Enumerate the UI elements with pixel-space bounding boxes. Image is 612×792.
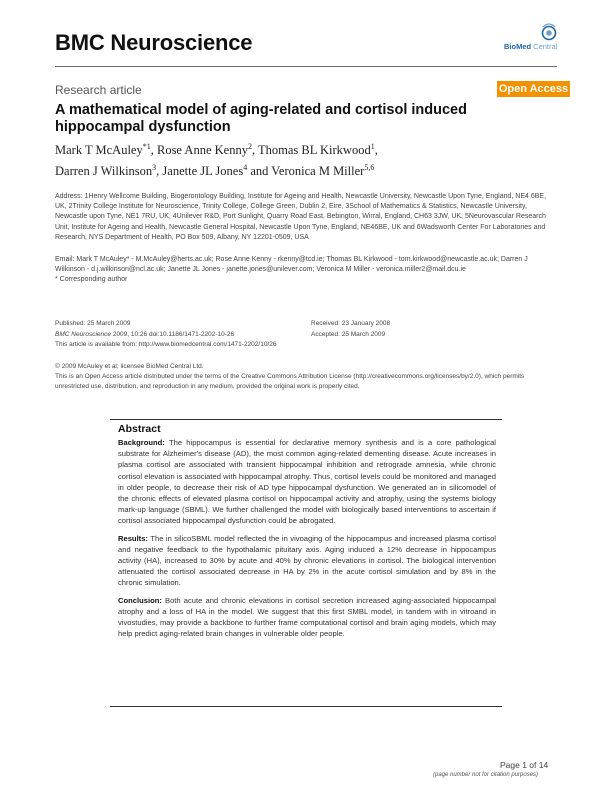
published-date: Published: 25 March 2009 [55,320,131,327]
citation-journal: BMC Neuroscience [55,330,111,338]
author-affiliation: 2 [247,142,252,151]
article-title: A mathematical model of aging-related and cortisol induced hippocampal dysfunction [55,102,467,135]
page-number: Page 1 of 14 [500,760,549,770]
copyright-line: © 2009 McAuley et al; licensee BioMed Central Ltd. [55,363,204,370]
logo-wordmark [504,42,557,51]
conclusion-label: Conclusion: [118,595,162,605]
abstract-body [118,437,496,645]
results-text: The in silicoSBML model reflected the in vivoaging of the hippocampus and increased plasma cortisol and negative feedback to the hypothalamic pituitary axis. Aging induced a 12% decrease in hippocampus activity (HA), increased to 30% by acute and 40% by chronic elevations in cortisol. The biological intervention attenuated the cortisol associated decrease in HA by 2% in the acute cortisol simulation and by 8% in the chronic simulation. [118,533,496,588]
citation-details: 2009, 10:26 doi:10.1186/1471-2202-10-26 [111,330,235,338]
article-type: Research article [55,83,142,97]
background-label: Background: [118,438,165,447]
author-name: Thomas BL Kirkwood [257,143,371,158]
citation [55,330,555,341]
abstract-heading: Abstract [118,423,161,435]
abstract-results [118,533,496,589]
background-text: The hippocampus is essential for declarative memory synthesis and is a core pathological substrate for Alzheimer's disease (AD), the most common aging-related dementing disease. Acute increases in plasma cortisol are associated with transient hippocampal inhibition and retrograde amnesia, while chronic cortisol elevation is associated with hippocampal atrophy. Thus, cortisol levels could be monitored and managed in older people, to decrease their risk of AD type hippocampal dysfunction. We generated an in silicomodel of the chronic effects of elevated plasma cortisol on hippocampal activity and atrophy, using the systems biology mark-up language (SBML). We further challenged the model with biologically based interventions to ascertain if cortisol associated hippocampal dysfunction could be abrogated. [118,438,496,526]
author-affiliation: 3 [152,163,157,173]
author-list: Mark T McAuley$^{*1}$, Rose Anne Kenny$^2$, Thomas BL Kirkwood$^1$, Darren J Wilkinson$^3$, Janette JL Jones$^4$ and Veronica M Miller$^{5,6}$ [55,142,378,179]
dates-right [311,319,390,340]
logo-swirl-icon [504,22,574,44]
author-name: Veronica M Miller [271,164,365,179]
author-name: Darren J Wilkinson [55,164,153,179]
open-access-badge: Open Access [498,83,569,95]
abstract-top-rule [110,419,502,420]
logo-bio: BioMed [504,42,532,51]
accepted-date: Accepted: 25 March 2009 [311,330,386,338]
license-text: This is an Open Access article distributed under the terms of the Creative Commons Attribution License (http://creativecommons.org/licenses/by/2.0), which permits unrestricted use, distribution, and reproduction in any medium, provided the original work is properly cited. [55,373,525,390]
publication-info [55,319,555,351]
biomed-central-logo[interactable] [504,22,574,56]
author-affiliation: 5,6 [364,163,375,173]
article-url[interactable]: This article is available from: http://www.biomedcentral.com/1471-2202/10/26 [55,341,277,348]
abstract-bottom-rule [110,706,502,707]
corresponding-author-note: * Corresponding author [55,276,128,284]
author-addresses: Address: 1Henry Wellcome Building, Biogerontology Building, Institute for Ageing and Health, Newcastle University, Newcastle Upon Tyne, England, NE4 6BE, UK, 2Trinity College Institute for Neuroscience, Trinity College, College Green, Dublin 2, Eire, 3School of Mathematics & Statistics, Newcastle University, Newcastle upon Tyne, NE1 7RU, UK, 4Unilever R&D, Port Sunlight, Quarry Road East, Bebington, Wirral, England, CH63 3JW, UK, 5Neurovascular Research Unit, Institute for Ageing and Health, Newcastle General Hospital, Newcastle Upon Tyne, England, NE46BE, UK and 6Wadsworth Center For Laboratories and Research, NYS Department of Health, PO Box 509, Albany, NY 12201-0509, USA [55,193,547,241]
author-affiliation: 4 [243,163,248,173]
abstract-conclusion [118,595,496,640]
author-name: Rose Anne Kenny [156,143,248,158]
abstract-background [118,437,496,527]
logo-central: Central [531,42,558,51]
author-affiliation: *1 [142,142,151,151]
results-label: Results: [118,533,148,543]
author-name: Janette JL Jones [162,164,244,179]
author-name: Mark T McAuley [55,143,143,158]
author-emails [55,255,555,286]
abstract-box [110,419,502,706]
header-divider [55,66,557,67]
received-date: Received: 23 January 2008 [311,320,391,327]
journal-title: BMC Neuroscience [55,30,253,55]
author-affiliation: 1 [370,142,375,151]
license-block [55,362,555,392]
conclusion-text: Both acute and chronic elevations in cortisol secretion increased aging-associated hippocampal atrophy and a loss of HA in the model. We suggest that this first SMBL model, in tandem with in vitroand in vivostudies, may provide a backbone to further frame computational cortisol and brain aging models, which may help predict aging-related brain changes in vulnerable older people. [118,595,496,639]
email-list[interactable]: Email: Mark T McAuley* - M.McAuley@herts.ac.uk; Rose Anne Kenny - rkenny@tcd.ie; Thomas BL Kirkwood - tom.kirkwood@newcastle.ac.uk; Darren J Wilkinson - d.j.wilkinson@ncl.ac.uk; Janette JL Jones - janette.jones@unilever.com; Veronica M Miller - veronica.miller2@mail.dcu.ie [55,256,528,274]
page-number-note: (page number not for citation purposes) [433,772,539,778]
